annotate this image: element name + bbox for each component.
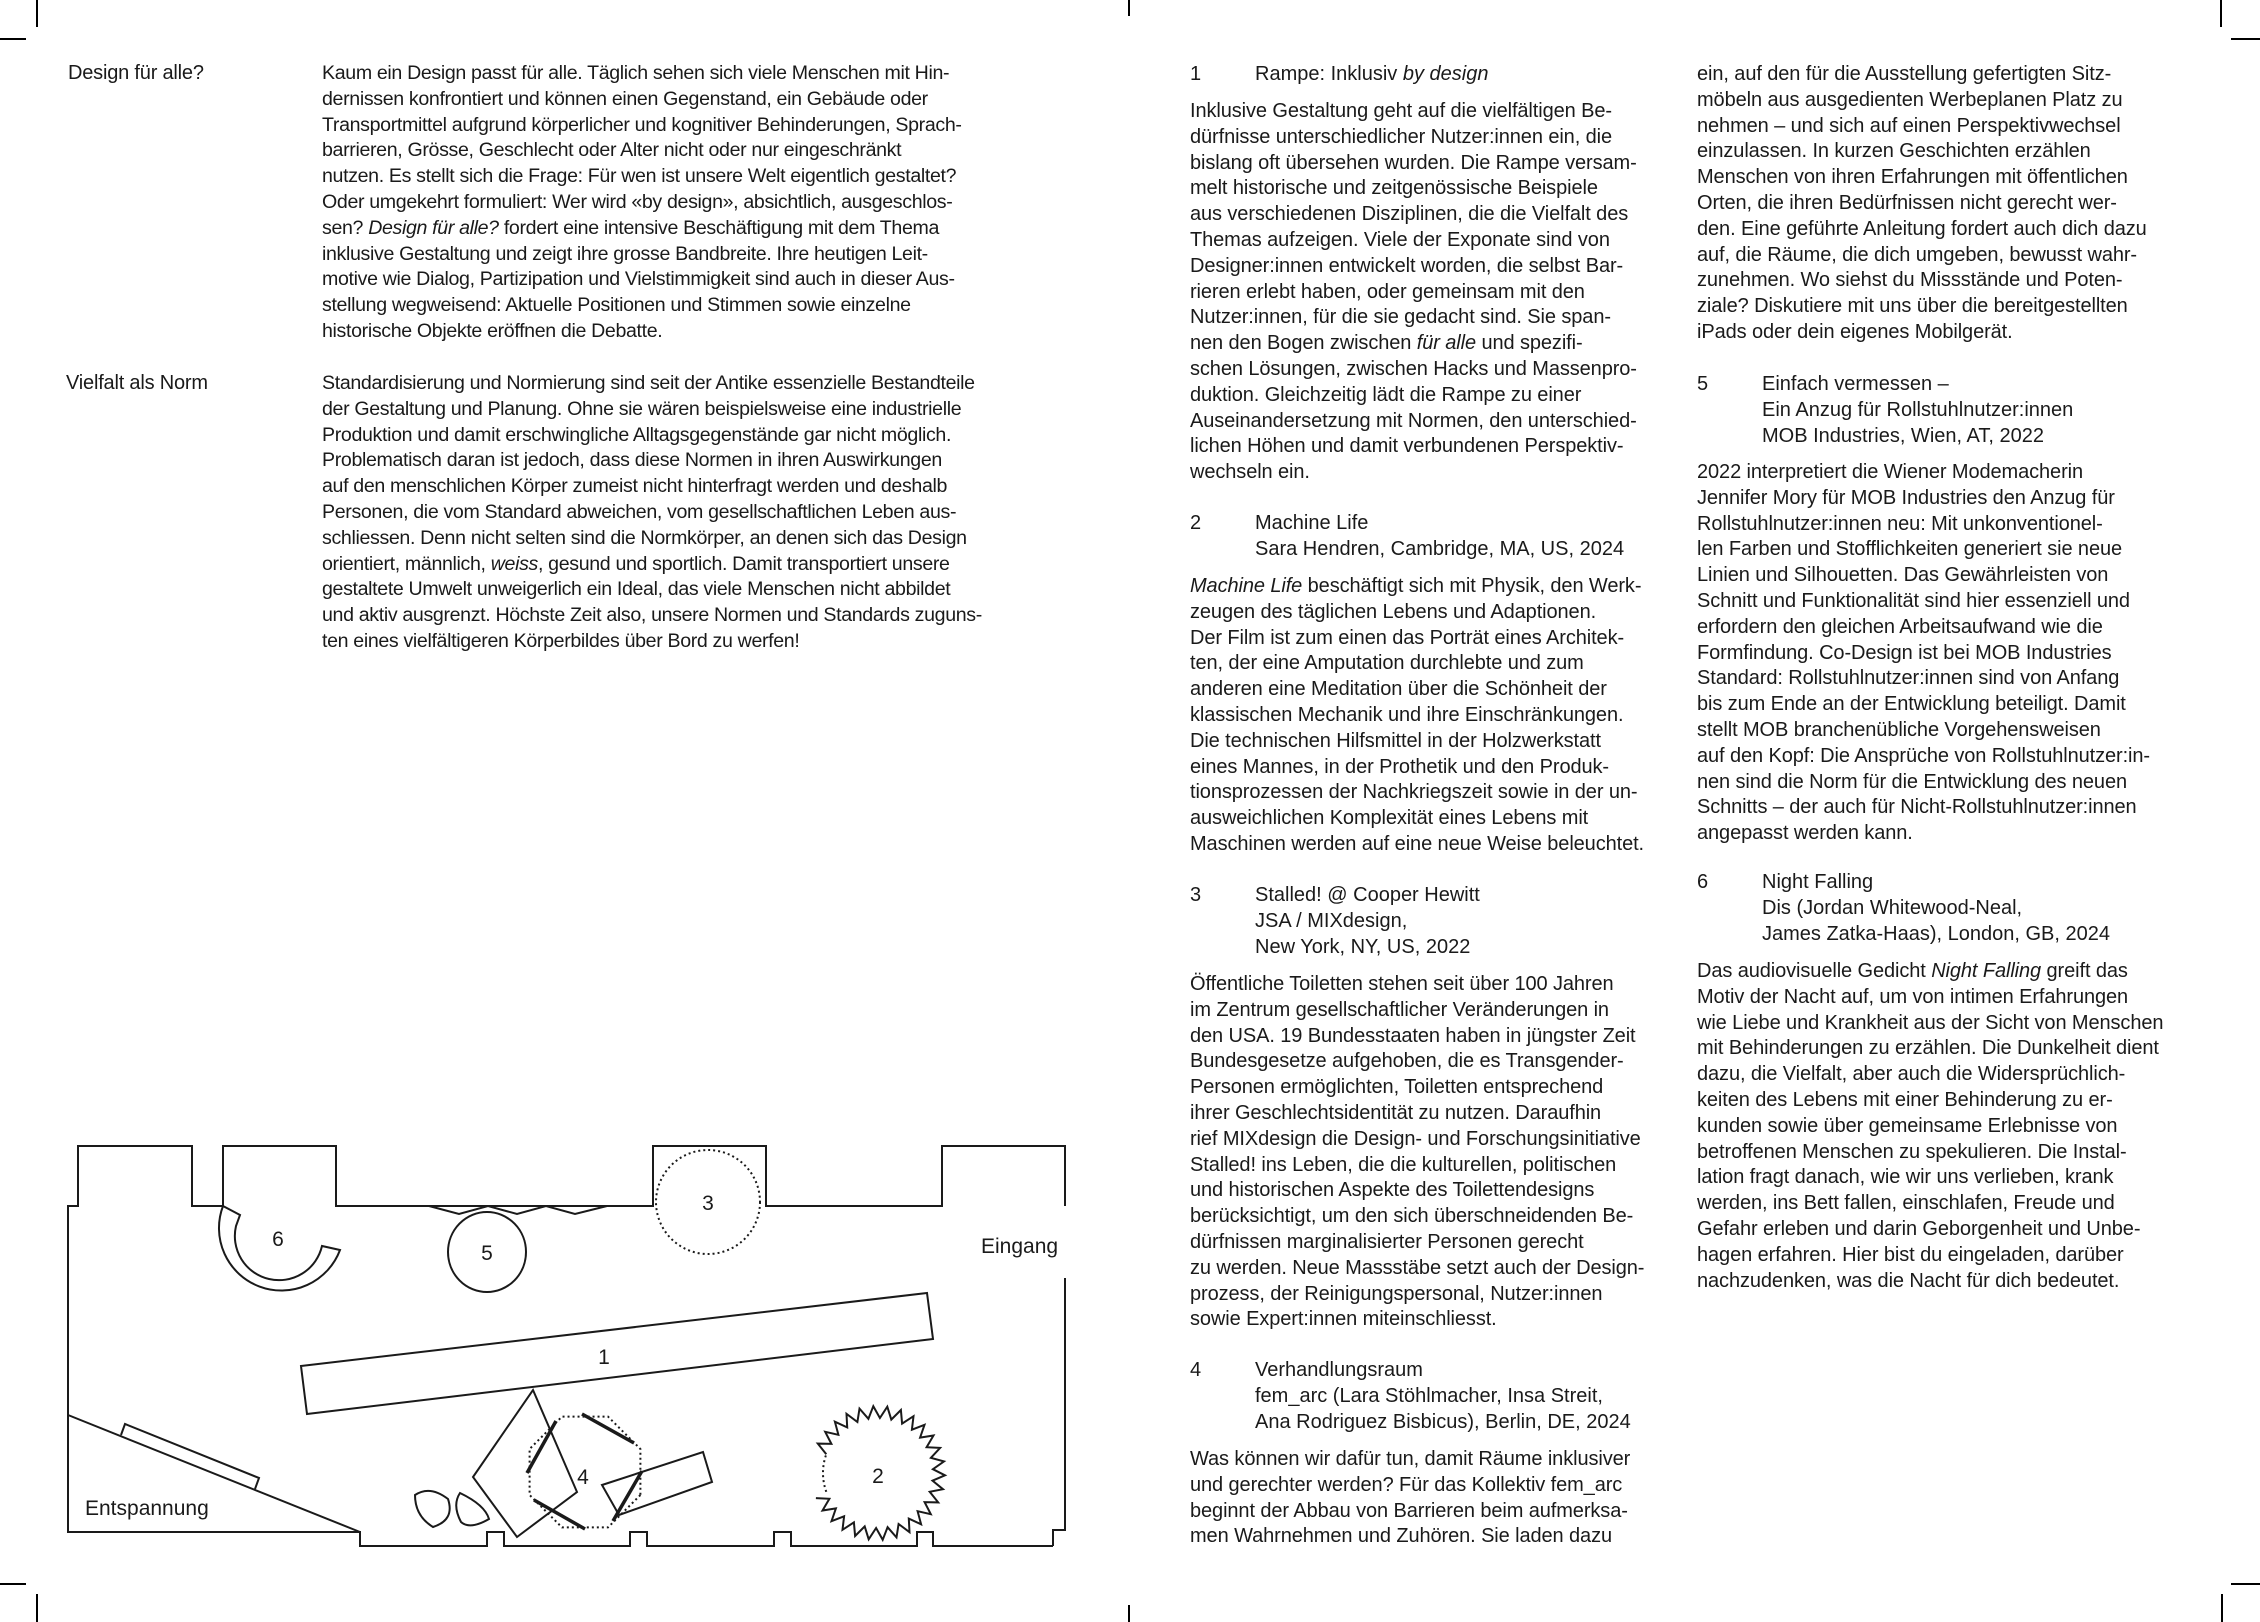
item-number: 5 — [1697, 373, 1709, 395]
text-run: rieren erlebt haben, oder gemeinsam mit den — [1190, 280, 1585, 303]
text-run: schen Lösungen, zwischen Hacks und Massenpro- — [1190, 357, 1637, 380]
text-line — [1697, 1114, 2163, 1140]
text-run: auf den menschlichen Körper zumeist nicht hinterfragt werden und deshalb — [322, 475, 948, 498]
text-run: bis zum Ende an der Entwicklung beteiligt. Damit — [1697, 693, 2126, 716]
text-run: berücksichtigt, um den sich überschneidenden Be- — [1190, 1205, 1634, 1228]
text-run: fordert eine intensive Beschäftigung mit dem Thema — [498, 216, 940, 239]
text-run: orientiert, männlich, — [322, 552, 491, 575]
text-line — [1255, 511, 1624, 537]
text-run: Öffentliche Toiletten stehen seit über 100 Jahren — [1190, 973, 1614, 995]
text-run: ten, der eine Amputation durchlebte und zum — [1190, 652, 1584, 675]
text-line — [1762, 896, 2110, 922]
text-line — [1697, 1165, 2163, 1191]
text-line — [1190, 1204, 1644, 1230]
text-line — [1697, 88, 2147, 114]
text-line — [1190, 151, 1637, 177]
text-line — [1190, 1307, 1644, 1333]
item-number: 3 — [1190, 884, 1202, 906]
floor-plan-label-3: 3 — [702, 1192, 714, 1215]
text-line — [1190, 1049, 1644, 1075]
text-line — [1190, 780, 1644, 806]
text-run: sen? — [322, 216, 369, 239]
text-run: sowie Expert:innen miteinschliesst. — [1190, 1308, 1497, 1331]
item-number: 4 — [1190, 1359, 1202, 1381]
text-line — [1190, 806, 1644, 832]
text-line — [1697, 486, 2150, 512]
text-line — [1190, 434, 1637, 460]
floor-plan-label-2: 2 — [872, 1465, 884, 1488]
text-run: men Wahrnehmen und Zuhören. Sie laden dazu — [1190, 1525, 1612, 1548]
text-line — [1190, 125, 1637, 151]
text-run: bislang oft übersehen wurden. Die Rampe versam- — [1190, 151, 1637, 174]
text-line — [1190, 409, 1637, 435]
floor-plan-item-5-zigzag — [429, 1206, 607, 1214]
text-run: Designer:innen entwickelt worden, die selbst Bar- — [1190, 254, 1624, 277]
italic-text-run: weiss — [490, 552, 538, 575]
item-number: 2 — [1190, 512, 1202, 534]
text-run: erfordern den gleichen Arbeitsaufwand wie die — [1697, 615, 2103, 638]
text-line — [1697, 1191, 2163, 1217]
text-run: Nutzer:innen, für die sie gedacht sind. Sie span- — [1190, 306, 1611, 329]
text-line — [1255, 1358, 1631, 1384]
text-line — [1697, 744, 2150, 770]
italic-text-run: Machine Life — [1190, 575, 1303, 597]
text-line — [1697, 62, 2147, 88]
text-run: betroffenen Menschen zu spekulieren. Die Instal- — [1697, 1140, 2127, 1163]
text-line — [1762, 372, 2073, 398]
text-line — [1697, 139, 2147, 165]
text-run: klassischen Mechanik und ihre Einschränkungen. — [1190, 703, 1624, 726]
item-number: 6 — [1697, 871, 1709, 893]
text-run: Menschen von ihren Erfahrungen mit öffentlichen — [1697, 166, 2128, 189]
text-run: zu werden. Neue Massstäbe setzt auch der Design- — [1190, 1256, 1645, 1279]
floor-plan-item-2-dotted-arc — [823, 1454, 826, 1492]
text-run: den USA. 19 Bundesstaaten haben in jüngster Zeit — [1190, 1024, 1636, 1047]
text-run: nehmen – und sich auf einen Perspektivwechsel — [1697, 114, 2121, 137]
text-line — [1762, 398, 2073, 424]
text-line — [1255, 1410, 1631, 1436]
text-line — [1190, 305, 1637, 331]
text-run: Ein Anzug für Rollstuhlnutzer:innen — [1762, 398, 2074, 421]
text-line — [1190, 998, 1644, 1024]
text-line — [1190, 1282, 1644, 1308]
text-line — [1190, 703, 1644, 729]
text-line — [1190, 972, 1644, 998]
text-line — [1697, 320, 2147, 346]
text-run: JSA / MIXdesign, — [1255, 909, 1408, 932]
floor-plan-item-4-rect — [602, 1452, 712, 1515]
text-line — [1697, 821, 2150, 847]
text-run: Einfach vermessen – — [1762, 373, 1949, 395]
text-line — [1190, 202, 1637, 228]
text-run: ein, auf den für die Ausstellung gefertigten Sitz- — [1697, 63, 2112, 85]
floor-plan-item-4-seat — [415, 1491, 450, 1527]
text-run: tionsprozessen der Nachkriegszeit sowie in der un- — [1190, 781, 1638, 804]
text-run: Stalled! @ Cooper Hewitt — [1255, 884, 1480, 906]
text-line — [1190, 1024, 1644, 1050]
text-run: len Farben und Stofflichkeiten generiert sie neue — [1697, 538, 2123, 561]
text-run: Ana Rodriguez Bisbicus), Berlin, DE, 2024 — [1255, 1410, 1631, 1433]
text-line — [1697, 692, 2150, 718]
text-run: barrieren, Grösse, Geschlecht oder Alter nicht oder nur eingeschränkt — [322, 139, 902, 162]
text-line — [1697, 615, 2150, 641]
text-run: Sara Hendren, Cambridge, MA, US, 2024 — [1255, 537, 1625, 560]
text-line — [1190, 99, 1637, 125]
text-run: dürfnissen marginalisierter Personen gerecht — [1190, 1230, 1584, 1253]
text-run: Standardisierung und Normierung sind seit der Antike essenzielle Bestandteile — [322, 372, 975, 394]
text-line — [1697, 1088, 2163, 1114]
text-run: ausweichlichen Komplexität eines Lebens mit — [1190, 807, 1589, 830]
text-run: Schnitt und Funktionalität sind hier essenziell und — [1697, 589, 2130, 612]
text-run: nachzudenken, was die Nacht für dich bedeutet. — [1697, 1269, 2120, 1292]
text-line — [1697, 1217, 2163, 1243]
text-run: Rollstuhlnutzer:innen neu: Mit unkonventionel- — [1697, 512, 2103, 535]
text-line — [1190, 331, 1637, 357]
floor-plan-item-4-panel — [582, 1414, 634, 1443]
text-line — [1190, 832, 1644, 858]
text-run: im Zentrum gesellschaftlicher Veränderungen in — [1190, 998, 1609, 1021]
item-5-body — [1697, 460, 2150, 847]
text-line — [1190, 1447, 1630, 1473]
text-line — [1697, 268, 2147, 294]
text-run: Dis (Jordan Whitewood-Neal, — [1762, 896, 2023, 919]
text-line — [1697, 985, 2163, 1011]
text-line — [1697, 1036, 2163, 1062]
section-heading-design-fuer-alle: Design für alle? — [68, 62, 204, 84]
item-6-body — [1697, 959, 2163, 1294]
text-line — [1190, 176, 1637, 202]
text-run: dazu, die Vielfalt, aber auch die Widersprüchlich- — [1697, 1063, 2126, 1086]
item-title — [1255, 62, 1488, 88]
floor-plan-wall-left-bottom — [68, 1206, 1053, 1546]
text-line — [1190, 651, 1644, 677]
text-run: Kaum ein Design passt für alle. Täglich sehen sich viele Menschen mit Hin- — [322, 62, 950, 84]
floor-plan-item-1-ramp — [301, 1293, 933, 1414]
text-run: motive wie Dialog, Partizipation und Vielstimmigkeit sind auch in dieser Aus- — [322, 268, 955, 291]
text-run: New York, NY, US, 2022 — [1255, 935, 1471, 958]
text-line — [1697, 641, 2150, 667]
text-run: nutzen. Es stellt sich die Frage: Für wen ist unsere Welt eigentlich gestaltet? — [322, 165, 957, 188]
text-run: nen den Bogen zwischen — [1190, 332, 1417, 355]
text-line — [1190, 1473, 1630, 1499]
item-4-body-continued — [1697, 62, 2147, 346]
italic-text-run: by design — [1402, 63, 1489, 85]
text-line — [1697, 795, 2150, 821]
text-line — [1190, 1230, 1644, 1256]
text-run: wie Liebe und Krankheit aus der Sicht von Menschen — [1697, 1011, 2164, 1034]
text-run: und gerechter werden? Für das Kollektiv fem_arc — [1190, 1473, 1623, 1496]
text-run: schliessen. Denn nicht selten sind die Normkörper, an denen sich das Design — [322, 526, 967, 549]
text-run: wechseln ein. — [1190, 461, 1310, 484]
text-run: , gesund und sportlich. Damit transportiert unsere — [537, 552, 950, 575]
floor-plan-label-4: 4 — [577, 1466, 589, 1489]
text-line — [1697, 1243, 2163, 1269]
floor-plan-label-6: 6 — [272, 1228, 284, 1251]
text-line — [1697, 191, 2147, 217]
text-line — [1255, 935, 1480, 961]
text-run: und spezifi- — [1476, 332, 1583, 355]
text-run: Produktion und damit erschwingliche Alltagsgegenstände gar nicht möglich. — [322, 423, 952, 446]
text-run: keiten des Lebens mit einer Behinderung zu er- — [1697, 1088, 2113, 1111]
text-line — [1190, 755, 1644, 781]
text-run: möbeln aus ausgedienten Werbeplanen Platz zu — [1697, 88, 2123, 111]
floor-plan-item-4-panel — [613, 1471, 642, 1521]
text-line — [1190, 383, 1637, 409]
text-run: Gefahr erleben und darin Geborgenheit und Unbe- — [1697, 1217, 2141, 1240]
text-run: Night Falling — [1762, 871, 1874, 893]
text-run: Was können wir dafür tun, damit Räume inklusiver — [1190, 1448, 1631, 1470]
text-line — [1697, 217, 2147, 243]
text-line — [1255, 1384, 1631, 1410]
text-run: zeugen des täglichen Lebens und Adaptionen. — [1190, 600, 1597, 623]
text-line — [1697, 770, 2150, 796]
item-4-body — [1190, 1447, 1630, 1550]
text-line — [1762, 922, 2110, 948]
text-run: rief MIXdesign die Design- und Forschungsinitiative — [1190, 1127, 1641, 1150]
text-run: den. Eine geführte Anleitung fordert auch dich dazu — [1697, 217, 2147, 240]
item-1-body — [1190, 99, 1637, 486]
text-run: eines Mannes, in der Prothetik und den Produk- — [1190, 755, 1609, 778]
text-run: iPads oder dein eigenes Mobilgerät. — [1697, 320, 2013, 343]
text-line — [1255, 883, 1480, 909]
italic-text-run: Night Falling — [1931, 960, 2042, 982]
text-line — [1697, 1269, 2163, 1295]
text-run: Personen, die vom Standard abweichen, vom gesellschaftlichen Leben aus- — [322, 500, 957, 523]
text-run: fem_arc (Lara Stöhlmacher, Insa Streit, — [1255, 1384, 1603, 1407]
text-run: einzulassen. In kurzen Geschichten erzählen — [1697, 140, 2091, 163]
text-line — [1190, 1153, 1644, 1179]
text-run: Machine Life — [1255, 512, 1369, 534]
text-run: prozess, der Reinigungspersonal, Nutzer:innen — [1190, 1282, 1603, 1305]
text-line — [1190, 626, 1644, 652]
text-run: ihrer Geschlechtsidentität zu nutzen. Daraufhin — [1190, 1101, 1602, 1124]
text-run: melt historische und zeitgenössische Beispiele — [1190, 177, 1598, 200]
text-run: MOB Industries, Wien, AT, 2022 — [1762, 424, 2044, 447]
text-run: anderen eine Meditation über die Schönheit der — [1190, 678, 1607, 701]
text-run: Der Film ist zum einen das Porträt eines Architek- — [1190, 626, 1625, 649]
text-line — [1190, 600, 1644, 626]
text-run: lichen Höhen und damit verbundenen Perspektiv- — [1190, 435, 1624, 458]
text-run: Transportmittel aufgrund körperlicher und kognitiver Behinderungen, Sprach- — [322, 113, 962, 136]
text-run: Auseinandersetzung mit Normen, den unterschied- — [1190, 409, 1637, 432]
text-line — [1190, 254, 1637, 280]
text-run: Oder umgekehrt formuliert: Wer wird «by design», absichtlich, ausgeschlos- — [322, 190, 953, 213]
text-line — [1697, 1062, 2163, 1088]
text-line — [1697, 718, 2150, 744]
text-line — [1190, 460, 1637, 486]
text-line — [1190, 1524, 1630, 1550]
text-run: greift das — [2041, 960, 2128, 982]
text-run: werden, ins Bett fallen, einschlafen, Freude und — [1697, 1192, 2115, 1215]
text-run: Stalled! ins Leben, die die kulturellen, politischen — [1190, 1153, 1617, 1176]
item-title — [1255, 511, 1624, 563]
text-line — [1255, 537, 1624, 563]
text-run: Schnitts – der auch für Nicht-Rollstuhlnutzer:innen — [1697, 796, 2137, 819]
text-run: kunden sowie über gemeinsame Erlebnisse von — [1697, 1114, 2118, 1137]
text-run: 2022 interpretiert die Wiener Modemacherin — [1697, 461, 2083, 483]
text-run: Orten, die ihren Bedürfnissen nicht gerecht wer- — [1697, 191, 2117, 214]
text-run: Jennifer Mory für MOB Industries den Anzug für — [1697, 486, 2115, 509]
text-line — [1190, 228, 1637, 254]
text-line — [1255, 62, 1488, 88]
text-run: Inklusive Gestaltung geht auf die vielfältigen Be- — [1190, 100, 1612, 122]
text-run: Maschinen werden auf eine neue Weise beleuchtet. — [1190, 832, 1645, 855]
item-title — [1762, 372, 2073, 449]
item-title — [1255, 1358, 1631, 1435]
text-line — [1697, 563, 2150, 589]
text-line — [1697, 460, 2150, 486]
text-run: Das audiovisuelle Gedicht — [1697, 960, 1932, 982]
floor-plan-label-5: 5 — [481, 1242, 493, 1265]
text-line — [1697, 537, 2150, 563]
text-run: Themas aufzeigen. Viele der Exponate sind von — [1190, 228, 1610, 251]
text-line — [1762, 870, 2110, 896]
text-run: zunehmen. Wo siehst du Missstände und Poten- — [1697, 269, 2123, 292]
text-run: dernissen konfrontiert und können einen Gegenstand, ein Gebäude oder — [322, 87, 928, 110]
text-run: auf den Kopf: Die Ansprüche von Rollstuhlnutzer:in- — [1697, 744, 2150, 767]
text-run: mit Behinderungen zu erzählen. Die Dunkelheit dient — [1697, 1037, 2159, 1060]
text-run: und historischen Aspekte des Toilettendesigns — [1190, 1179, 1595, 1202]
text-run: Standard: Rollstuhlnutzer:innen sind von Anfang — [1697, 667, 2120, 690]
floor-plan-label-entrance: Eingang — [981, 1235, 1059, 1258]
text-run: inklusive Gestaltung und zeigt ihre grosse Bandbreite. Ihre heutigen Leit- — [322, 242, 928, 265]
text-run: gestaltete Umwelt unweigerlich ein Ideal, das viele Menschen nicht abbildet — [322, 578, 951, 601]
text-run: stellung wegweisend: Aktuelle Positionen und Stimmen sowie einzelne — [322, 294, 911, 317]
text-run: beschäftigt sich mit Physik, den Werk- — [1302, 575, 1642, 597]
text-run: Die technischen Hilfsmittel in der Holzwerkstatt — [1190, 729, 1601, 752]
item-title — [1255, 883, 1480, 960]
text-run: auf, die Räume, die dich umgeben, bewusst wahr- — [1697, 243, 2137, 266]
text-run: Formfindung. Co-Design ist bei MOB Industries — [1697, 641, 2112, 664]
text-run: historische Objekte eröffnen die Debatte. — [322, 319, 663, 342]
text-line — [1697, 589, 2150, 615]
floor-plan-item-4-seat — [456, 1493, 489, 1525]
text-run: duktion. Gleichzeitig lädt die Rampe zu einer — [1190, 383, 1582, 406]
text-run: Bundesgesetze aufgehoben, die es Transgender- — [1190, 1050, 1624, 1073]
section-heading-vielfalt-als-norm: Vielfalt als Norm — [66, 372, 208, 394]
text-run: lation fragt danach, wie wir uns verlieben, krank — [1697, 1166, 2114, 1189]
text-run: nen sind die Norm für die Entwicklung des neuen — [1697, 770, 2127, 793]
text-run: beginnt der Abbau von Barrieren beim aufmerksa- — [1190, 1499, 1628, 1522]
text-run: ten eines vielfältigeren Körperbildes über Bord zu werfen! — [322, 629, 800, 652]
text-run: Verhandlungsraum — [1255, 1359, 1423, 1381]
text-line — [1697, 512, 2150, 538]
item-2-body — [1190, 574, 1644, 858]
italic-text-run: für alle — [1416, 332, 1476, 355]
item-3-body — [1190, 972, 1644, 1333]
item-number: 1 — [1190, 63, 1202, 85]
text-line — [1190, 1101, 1644, 1127]
text-line — [1255, 909, 1480, 935]
text-line — [1697, 114, 2147, 140]
text-run: James Zatka-Haas), London, GB, 2024 — [1762, 922, 2110, 945]
text-line — [1190, 1178, 1644, 1204]
text-run: Motiv der Nacht auf, um von intimen Erfahrungen — [1697, 985, 2129, 1008]
text-run: Personen ermöglichten, Toiletten entsprechend — [1190, 1076, 1604, 1099]
text-run: Linien und Silhouetten. Das Gewährleisten von — [1697, 564, 2109, 587]
text-line — [1190, 574, 1644, 600]
text-line — [1697, 959, 2163, 985]
text-run: und aktiv ausgrenzt. Höchste Zeit also, unsere Normen und Standards zuguns- — [322, 604, 982, 627]
text-run: Problematisch daran ist jedoch, dass diese Normen in ihren Auswirkungen — [322, 449, 942, 472]
text-line — [1697, 165, 2147, 191]
text-line — [1190, 1127, 1644, 1153]
text-line — [1697, 243, 2147, 269]
text-line — [1190, 729, 1644, 755]
text-line — [1697, 294, 2147, 320]
text-line — [1190, 357, 1637, 383]
text-run: Rampe: Inklusiv — [1255, 63, 1403, 85]
floor-plan-label-relaxation: Entspannung — [85, 1497, 209, 1520]
text-line — [1697, 666, 2150, 692]
text-line — [1190, 1075, 1644, 1101]
text-line — [1190, 1256, 1644, 1282]
text-line — [1697, 1140, 2163, 1166]
floor-plan-label-1: 1 — [598, 1346, 610, 1369]
text-run: der Gestaltung und Planung. Ohne sie wären beispielsweise eine industrielle — [322, 397, 962, 420]
text-line — [1190, 280, 1637, 306]
text-line — [1190, 1499, 1630, 1525]
floor-plan-wall-right — [1053, 1278, 1065, 1546]
text-run: stellt MOB branchenübliche Vorgehensweisen — [1697, 718, 2101, 741]
text-run: hagen erfahren. Hier bist du eingeladen, darüber — [1697, 1243, 2124, 1266]
floor-plan-bench — [121, 1424, 259, 1489]
text-run: aus verschiedenen Disziplinen, die die Vielfalt des — [1190, 203, 1629, 226]
text-run: ziale? Diskutiere mit uns über die bereitgestellten — [1697, 295, 2128, 318]
text-line — [1190, 677, 1644, 703]
text-run: angepasst werden kann. — [1697, 822, 1913, 845]
text-run: dürfnisse unterschiedlicher Nutzer:innen ein, die — [1190, 125, 1613, 148]
item-title — [1762, 870, 2110, 947]
italic-text-run: Design für alle? — [368, 216, 499, 239]
text-line — [1762, 424, 2073, 450]
text-line — [1697, 1011, 2163, 1037]
